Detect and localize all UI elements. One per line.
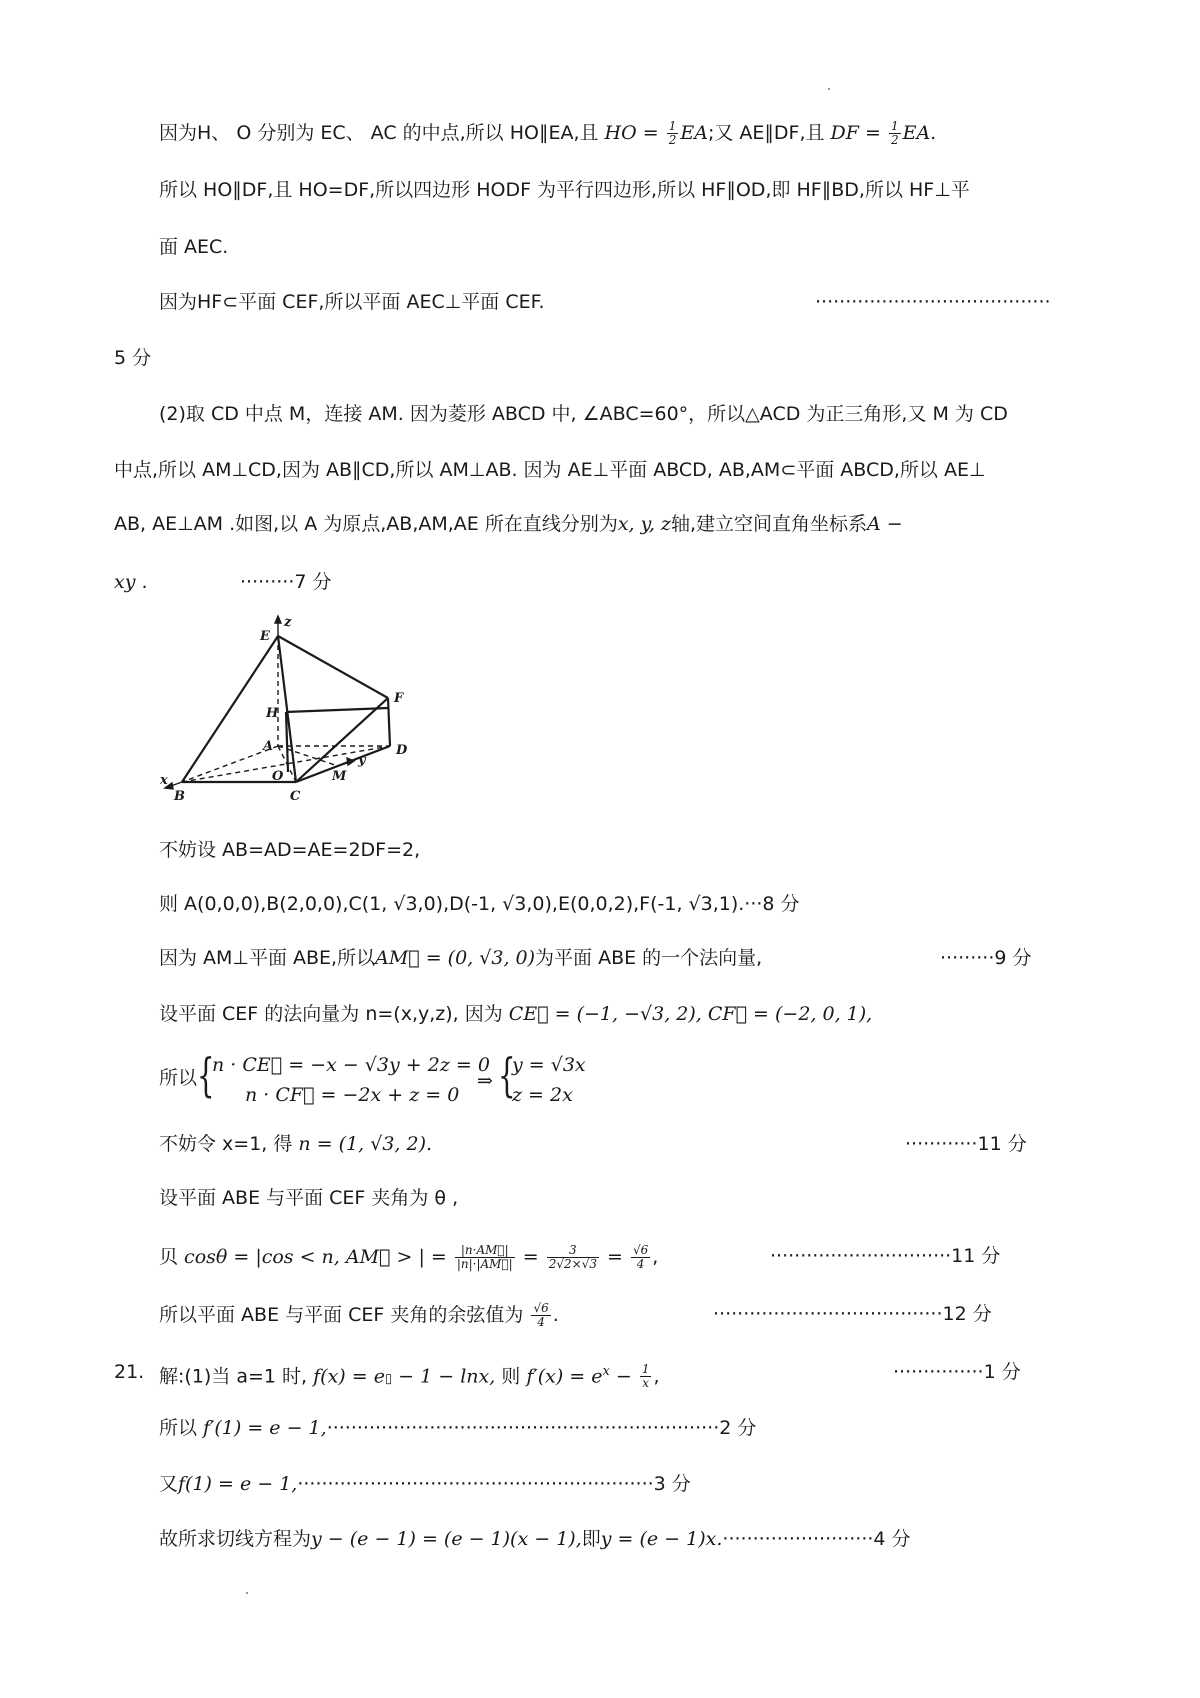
label-H: H <box>266 706 279 721</box>
text-line: 所以 f′(1) = e − 1,·································································2 分 <box>159 1417 757 1439</box>
label-M: M <box>332 769 347 784</box>
system-equation-2: n · CF⃗ = −2x + z = 0 <box>245 1084 460 1106</box>
left-brace: { <box>197 1048 215 1102</box>
text-line: 中点,所以 AM⊥CD,因为 AB∥CD,所以 AM⊥AB. 因为 AE⊥平面 ABCD, AB,AM⊂平面 ABCD,所以 AE⊥ <box>114 459 986 481</box>
implies-arrow: ⇒ <box>477 1070 493 1092</box>
text-line: 设平面 CEF 的法向量为 n=(x,y,z), 因为 CE⃗ = (−1, −√3, 2), CF⃗ = (−2, 0, 1), <box>159 1003 873 1025</box>
text-line: 则 A(0,0,0),B(2,0,0),C(1, √3,0),D(-1, √3,0),E(0,0,2),F(-1, √3,1).···8 分 <box>159 893 800 915</box>
score-dots: ···············1 分 <box>893 1361 1021 1383</box>
axis-z-arrow <box>275 616 281 623</box>
fraction: $\frac{√6}{4}$ <box>533 1301 549 1329</box>
score-dots: ············11 分 <box>905 1133 1027 1155</box>
text-line: 不妨令 x=1, 得 n = (1, √3, 2). <box>159 1133 433 1155</box>
fraction: $\frac{3}{2√2\times√3}$ <box>548 1243 597 1271</box>
text-line: 又f(1) = e − 1,···························································3 分 <box>159 1473 691 1495</box>
question-number: 21. <box>114 1361 145 1383</box>
label-z: z <box>284 615 292 630</box>
label-x: x <box>160 773 168 788</box>
fraction: $\frac{√6}{4}$ <box>632 1243 649 1271</box>
score-dots: ·········9 分 <box>940 947 1032 969</box>
text-line: 因为H、 O 分别为 EC、 AC 的中点,所以 HO∥EA,且 HO = $\frac{1}{2}$ EA;又 AE∥DF,且 DF = $\frac{1}{2}$ EA. <box>159 119 937 147</box>
label-E: E <box>260 629 270 644</box>
left-brace: { <box>498 1048 516 1102</box>
text-line: xy . <box>114 571 148 593</box>
fraction: $\frac{1}{2}$ <box>668 119 677 147</box>
label-F: F <box>394 691 404 706</box>
text-line: 所以平面 ABE 与平面 CEF 夹角的余弦值为 $\frac{√6}{4}$ . <box>159 1301 559 1329</box>
text-line: 不妨设 AB=AD=AE=2DF=2, <box>159 839 421 861</box>
system-prefix: 所以 <box>159 1067 198 1089</box>
edge-EB <box>182 636 278 782</box>
score-dots: ······································12 分 <box>713 1303 992 1325</box>
label-B: B <box>174 789 185 804</box>
text-line: 贝 cosθ = |cos < n, AM⃗ > | = $\frac{|n\cdot AM⃗|}{|n|\cdot|AM⃗|}$ = $\frac{3}{2√2\times√3}$ = $\frac{√6}{4}$ , <box>159 1243 659 1271</box>
fraction: $\frac{1}{2}$ <box>890 119 899 147</box>
score-dots: ·········7 分 <box>240 571 332 593</box>
text-line: 因为HF⊂平面 CEF,所以平面 AEC⊥平面 CEF. <box>159 291 545 313</box>
label-O: O <box>272 769 284 784</box>
system-result-2: z = 2x <box>512 1084 573 1106</box>
system-result-1: y = √3x <box>512 1054 586 1076</box>
label-y: y <box>358 753 366 768</box>
text-line: 故所求切线方程为y − (e − 1) = (e − 1)(x − 1),即y = (e − 1)x.·························4 分 <box>159 1528 911 1550</box>
text-line: 所以 HO∥DF,且 HO=DF,所以四边形 HODF 为平行四边形,所以 HF∥OD,即 HF∥BD,所以 HF⊥平 <box>159 179 970 201</box>
label-D: D <box>396 743 408 758</box>
broken-glyph: ▯ <box>384 1371 393 1387</box>
label-A: A <box>263 739 274 754</box>
score-marker: 5 分 <box>114 347 152 369</box>
score-dots: ······································· <box>815 291 1051 313</box>
text-line: 面 AEC. <box>159 236 229 258</box>
text-line: AB, AE⊥AM .如图,以 A 为原点,AB,AM,AE 所在直线分别为x, y, z轴,建立空间直角坐标系A − <box>114 513 903 535</box>
text-line: 因为 AM⊥平面 ABE,所以AM⃗ = (0, √3, 0)为平面 ABE 的一个法向量, <box>159 947 763 969</box>
text-line: 设平面 ABE 与平面 CEF 夹角为 θ , <box>159 1187 459 1209</box>
text-line: (2)取 CD 中点 M，连接 AM. 因为菱形 ABCD 中, ∠ABC=60°，所以△ACD 为正三角形,又 M 为 CD <box>159 403 1008 425</box>
edge-FD <box>388 698 390 746</box>
fraction: $\frac{|n\cdot AM⃗|}{|n|\cdot|AM⃗|}$ <box>456 1243 513 1271</box>
text-line: 解:(1)当 a=1 时, f(x) = e▯ − 1 − lnx, 则 $f'(x) = e^x$ − $\frac{1}{x}$ , <box>159 1362 660 1391</box>
geometry-figure <box>160 614 420 804</box>
score-dots: ······························11 分 <box>770 1245 1001 1267</box>
edge-EF <box>278 636 388 698</box>
scan-speck <box>828 88 830 90</box>
system-equation-1: n · CE⃗ = −x − √3y + 2z = 0 <box>212 1054 490 1076</box>
fraction: $\frac{1}{x}$ <box>641 1362 650 1391</box>
label-C: C <box>290 789 301 804</box>
scan-speck <box>246 1592 248 1594</box>
